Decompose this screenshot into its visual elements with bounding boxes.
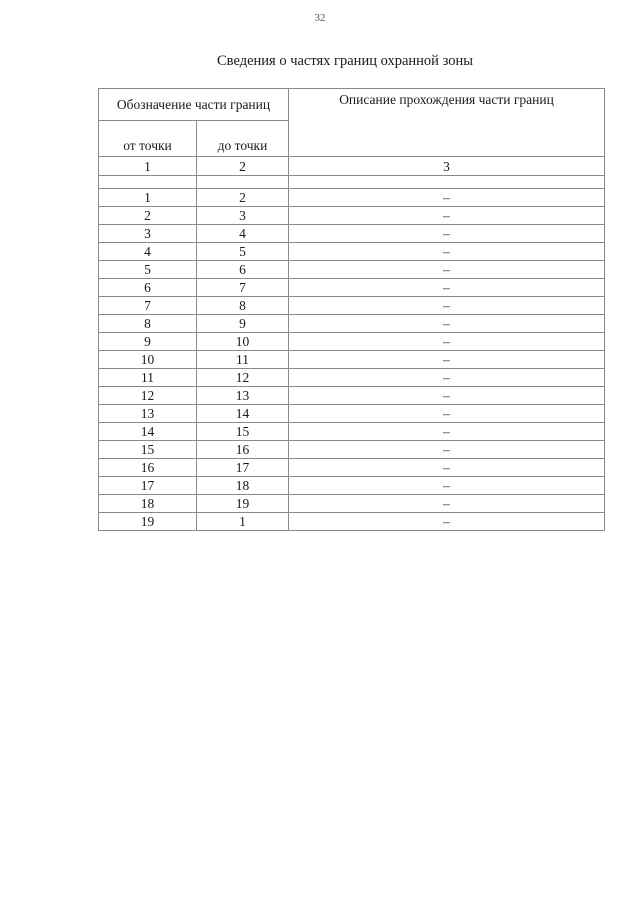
cell-description: – [289,423,605,441]
cell-description: – [289,369,605,387]
cell-from-point: 2 [99,207,197,225]
cell-from-point: 7 [99,297,197,315]
column-number-row [99,157,605,176]
cell-description: – [289,405,605,423]
spacer-cell [99,176,197,189]
table-row [99,351,605,369]
table-row [99,207,605,225]
cell-description: – [289,441,605,459]
cell-from-point: 19 [99,513,197,531]
cell-to-point: 17 [197,459,289,477]
cell-to-point: 8 [197,297,289,315]
cell-description: – [289,315,605,333]
spacer-cell [289,176,605,189]
cell-to-point: 16 [197,441,289,459]
cell-to-point: 15 [197,423,289,441]
cell-description: – [289,333,605,351]
cell-from-point: 12 [99,387,197,405]
cell-description: – [289,477,605,495]
cell-to-point: 11 [197,351,289,369]
column-number: 2 [197,157,289,176]
cell-description: – [289,297,605,315]
cell-from-point: 5 [99,261,197,279]
cell-description: – [289,387,605,405]
column-number: 3 [289,157,605,176]
table-row [99,333,605,351]
cell-description: – [289,189,605,207]
cell-description: – [289,243,605,261]
cell-description: – [289,513,605,531]
cell-from-point: 4 [99,243,197,261]
cell-to-point: 18 [197,477,289,495]
table-row [99,477,605,495]
table-row [99,279,605,297]
cell-from-point: 17 [99,477,197,495]
cell-to-point: 3 [197,207,289,225]
table-row [99,387,605,405]
cell-to-point: 13 [197,387,289,405]
cell-from-point: 11 [99,369,197,387]
table-row [99,441,605,459]
table-row [99,225,605,243]
table-row [99,423,605,441]
cell-to-point: 19 [197,495,289,513]
table-row [99,261,605,279]
table-row [99,243,605,261]
header-to-point: до точки [197,121,289,157]
cell-from-point: 13 [99,405,197,423]
table-row [99,495,605,513]
cell-from-point: 15 [99,441,197,459]
boundary-parts-table [98,88,605,531]
cell-description: – [289,225,605,243]
cell-description: – [289,207,605,225]
column-number: 1 [99,157,197,176]
table-header-row [99,89,605,121]
cell-description: – [289,495,605,513]
table-row [99,513,605,531]
cell-to-point: 2 [197,189,289,207]
cell-from-point: 6 [99,279,197,297]
cell-from-point: 1 [99,189,197,207]
cell-to-point: 4 [197,225,289,243]
header-boundary-description: Описание прохождения части границ [289,89,605,157]
cell-from-point: 8 [99,315,197,333]
page-number: 32 [314,12,326,24]
header-boundary-designation: Обозначение части границ [99,89,289,121]
cell-from-point: 9 [99,333,197,351]
cell-from-point: 3 [99,225,197,243]
cell-to-point: 6 [197,261,289,279]
cell-from-point: 14 [99,423,197,441]
spacer-row [99,176,605,189]
cell-to-point: 14 [197,405,289,423]
table-row [99,369,605,387]
table-row [99,315,605,333]
cell-from-point: 16 [99,459,197,477]
table-row [99,189,605,207]
cell-to-point: 5 [197,243,289,261]
cell-from-point: 18 [99,495,197,513]
cell-description: – [289,261,605,279]
cell-description: – [289,279,605,297]
spacer-cell [197,176,289,189]
table-row [99,459,605,477]
table-row [99,405,605,423]
table-row [99,297,605,315]
header-from-point: от точки [99,121,197,157]
cell-to-point: 9 [197,315,289,333]
document-title: Сведения о частях границ охранной зоны [217,53,473,69]
cell-to-point: 10 [197,333,289,351]
cell-description: – [289,459,605,477]
cell-to-point: 12 [197,369,289,387]
cell-description: – [289,351,605,369]
cell-to-point: 1 [197,513,289,531]
cell-from-point: 10 [99,351,197,369]
cell-to-point: 7 [197,279,289,297]
